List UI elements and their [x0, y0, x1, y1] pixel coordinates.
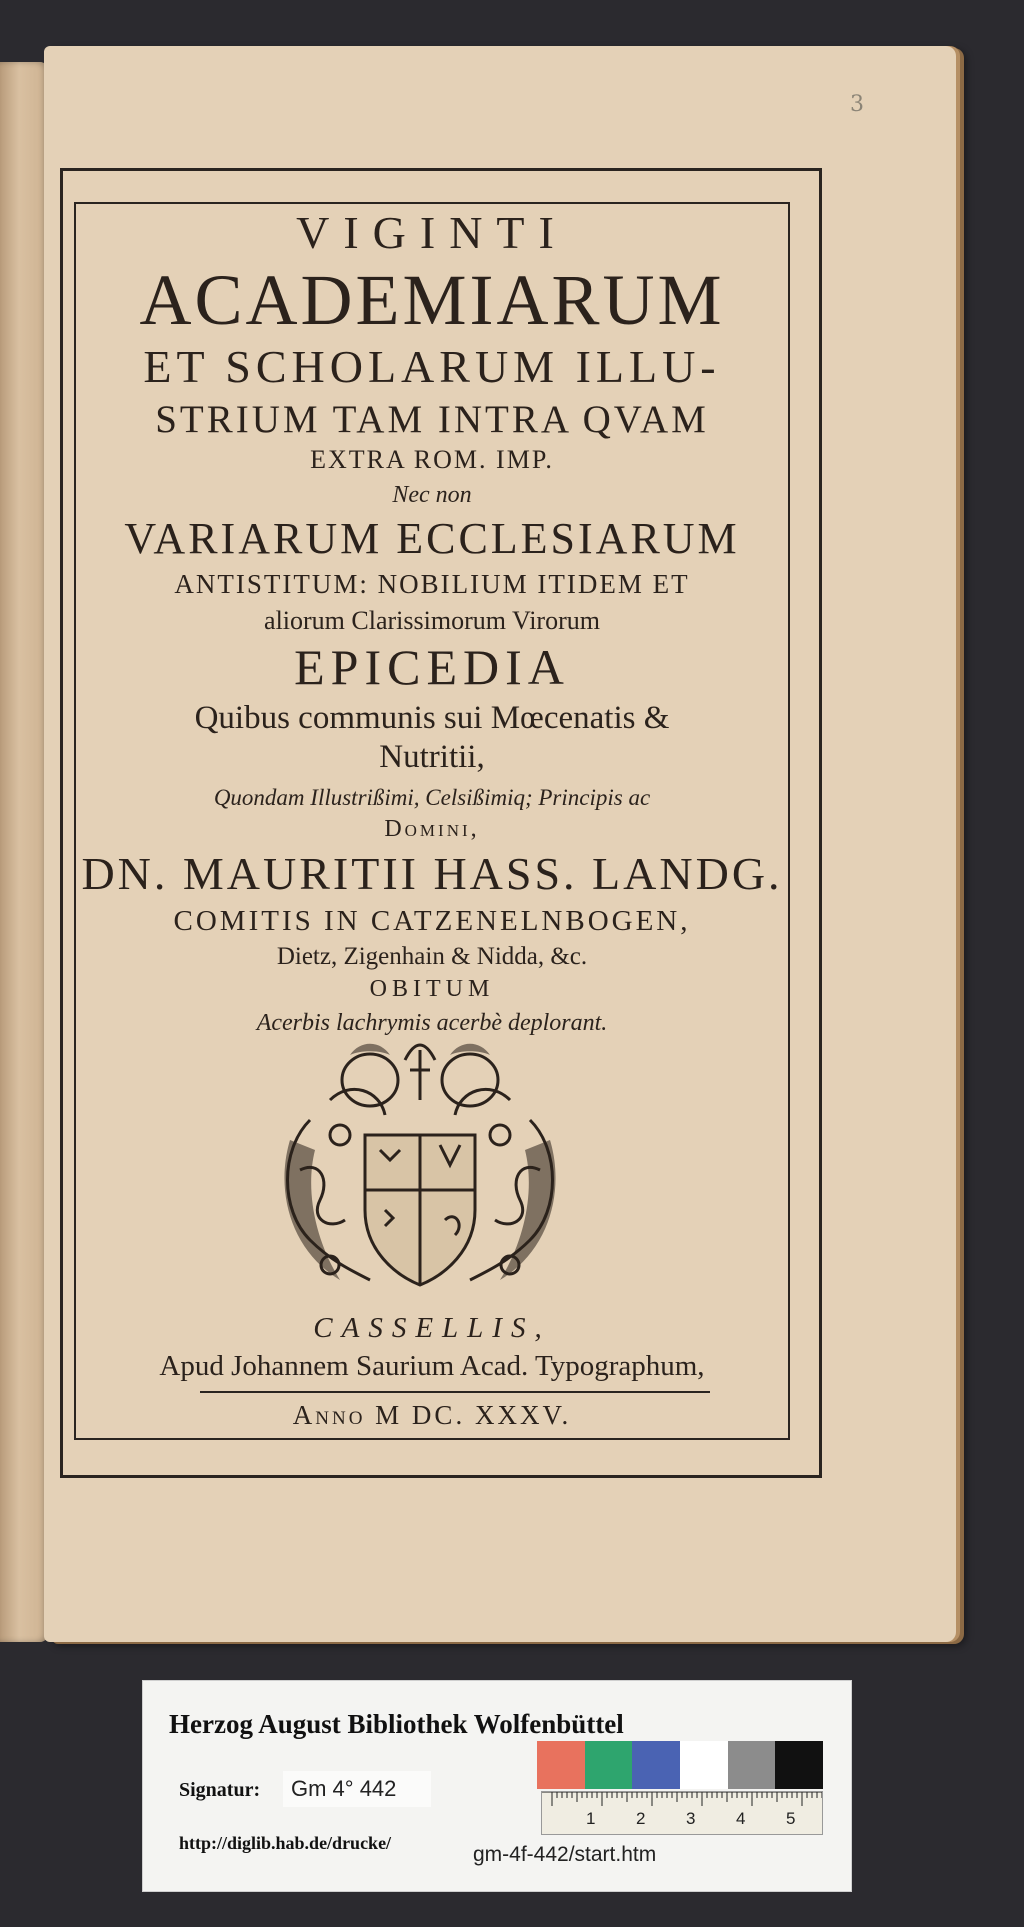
ruler-number: 3 [686, 1809, 696, 1828]
title-line: Nec non [392, 482, 472, 508]
coat-of-arms-icon [270, 1040, 570, 1310]
title-line: COMITIS IN CATZENELNBOGEN, [173, 905, 691, 937]
url-prefix[interactable]: http://diglib.hab.de/drucke/ [179, 1833, 392, 1853]
imprint-place: CASSELLIS, [313, 1312, 551, 1344]
color-calibration-strip [537, 1741, 823, 1789]
facing-page-edge [0, 62, 48, 1642]
title-line: EXTRA ROM. IMP. [310, 445, 554, 474]
signature-value: Gm 4° 442 [283, 1771, 431, 1807]
color-swatch [728, 1741, 776, 1789]
library-name: Herzog August Bibliothek Wolfenbüttel [169, 1709, 624, 1739]
title-line: Acerbis lachrymis acerbè deplorant. [256, 1010, 608, 1036]
ruler-number: 4 [736, 1809, 746, 1828]
title-line: aliorum Clarissimorum Virorum [264, 606, 600, 635]
title-line: DN. MAURITII HASS. LANDG. [81, 848, 783, 899]
measurement-ruler [541, 1791, 823, 1835]
title-line: ANTISTITUM: NOBILIUM ITIDEM ET [174, 569, 690, 599]
color-swatch [680, 1741, 728, 1789]
color-swatch [537, 1741, 585, 1789]
title-line: Quibus communis sui Mœcenatis & [194, 700, 670, 736]
title-line: Domini, [384, 816, 480, 842]
ruler-number: 5 [786, 1809, 796, 1828]
color-swatch [775, 1741, 823, 1789]
ruler-number: 1 [586, 1809, 596, 1828]
url-suffix[interactable]: gm-4f-442/start.htm [473, 1843, 657, 1866]
imprint-year: Anno M DC. XXXV. [292, 1400, 572, 1430]
imprint-printer: Apud Johannem Saurium Acad. Typographum, [159, 1350, 705, 1382]
imprint-rule [200, 1391, 710, 1393]
library-label-card [142, 1680, 852, 1892]
title-line: Quondam Illustrißimi, Celsißimiq; Principis ac [213, 785, 651, 810]
title-line: ET SCHOLARUM ILLU- [143, 341, 721, 392]
page-number: 3 [850, 92, 864, 117]
title-line: STRIUM TAM INTRA QVAM [155, 398, 709, 441]
title-line: VARIARUM ECCLESIARUM [124, 514, 740, 563]
title-line: Nutritii, [379, 739, 485, 775]
signature-label: Signatur: [179, 1779, 261, 1801]
title-line: VIGINTI [296, 207, 568, 258]
title-line: OBITUM [369, 976, 495, 1002]
color-swatch [585, 1741, 633, 1789]
title-page-text [74, 207, 790, 1036]
color-swatch [632, 1741, 680, 1789]
ruler-number: 2 [636, 1809, 646, 1828]
title-line: Dietz, Zigenhain & Nidda, &c. [276, 943, 588, 970]
title-line: EPICEDIA [294, 639, 570, 695]
title-line: ACADEMIARUM [139, 260, 725, 340]
